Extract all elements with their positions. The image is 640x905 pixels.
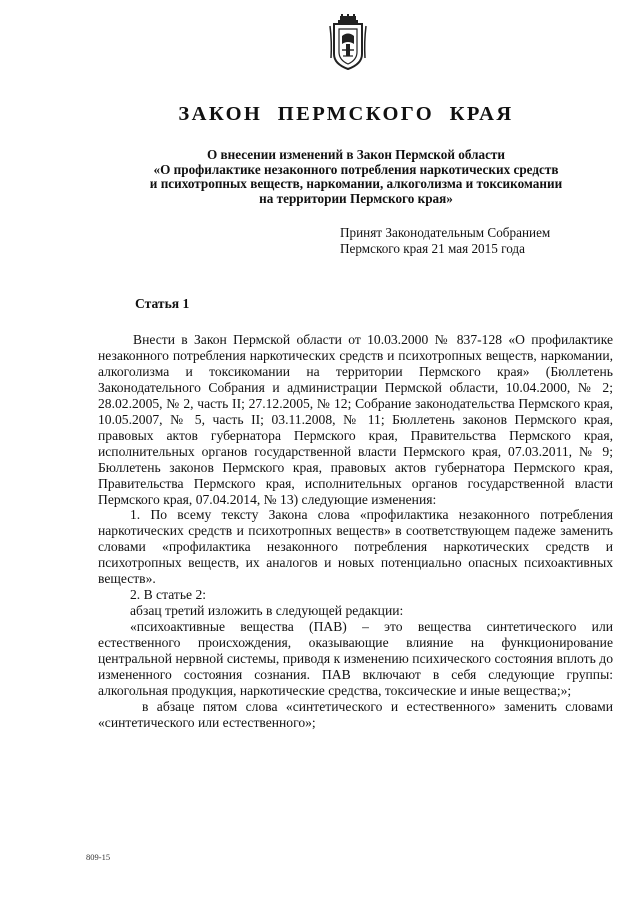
article-paragraph: абзац третий изложить в следующей редакции: (130, 603, 404, 619)
adoption-line: Пермского края 21 мая 2015 года (340, 240, 525, 256)
subtitle-line: и психотропных веществ, наркомании, алкоголизма и токсикомании (149, 176, 563, 192)
perm-krai-coat-of-arms-icon (328, 14, 368, 70)
article-heading: Статья 1 (135, 296, 190, 311)
subtitle-line: на территории Пермского края» (259, 190, 453, 206)
amendment-item-2: 2. В статье 2: (130, 587, 207, 603)
article-paragraph: в абзаце пятом слова «синтетического и естественного» заменить словами «синтетического или естественного»; (98, 698, 613, 730)
adoption-line: Принят Законодательным Собранием (340, 225, 551, 240)
amendment-item-1: 1. По всему тексту Закона слова «профилактика незаконного потребления наркотических средств и психотропных веществ» в соответствующем падеже заменить словами «профилактика незаконного потребления наркотических средств и психотропных веществ, их аналогов и новых потенциально опасных психоактивных веществ». (98, 507, 613, 587)
article-paragraph: Внести в Закон Пермской области от 10.03.2000 № 837-128 «О профилактике незаконного потребления наркотических средств и психотропных веществ, наркомании, алкоголизма и токсикомании на территории Пермского края» (Бюллетень Законодательного Собрания и администрации Пермской области, 10.04.2000, № 2; 28.02.2005, № 2, часть II; 27.12.2005, № 12; Собрание законодательства Пермского края, 10.05.2007, № 5, часть II; 03.11.2008, № 11; Бюллетень законов Пермского края, правовых актов губернатора Пермского края, Правительства Пермского края, исполнительных органов государственной власти Пермского края, 07.03.2011, № 9; Бюллетень законов Пермского края, правовых актов губернатора Пермского края, Правительства Пермского края, исполнительных органов государственной власти Пермского края, 07.04.2014, № 13) следующие изменения: (98, 332, 613, 507)
law-subtitle (100, 148, 612, 206)
article-paragraph: «психоактивные вещества (ПАВ) – это вещества синтетического или естественного происхождения, оказывающие влияние на функционирование центральной нервной системы, приводя к изменению психического состояния вплоть до измененного состояния сознания. ПАВ включают в себя следующие группы: алкогольная продукция, наркотические средства, токсические и иные вещества;»; (98, 619, 613, 698)
document-code: 809-15 (86, 852, 111, 862)
article-body (98, 332, 613, 731)
law-title: ЗАКОН ПЕРМСКОГО КРАЯ (178, 103, 514, 125)
adoption-note (340, 225, 600, 256)
subtitle-line: О внесении изменений в Закон Пермской области (207, 147, 505, 162)
subtitle-line: «О профилактике незаконного потребления наркотических средств (153, 161, 559, 177)
